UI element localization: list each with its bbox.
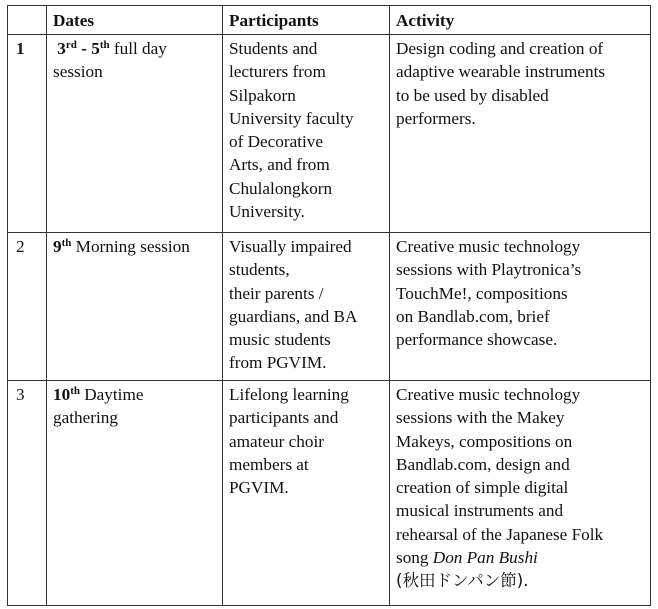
participants-line: Silpakorn bbox=[229, 85, 296, 105]
activity-line: Makeys, compositions on bbox=[396, 431, 573, 451]
table-header-row bbox=[8, 6, 651, 35]
row-number: 3 bbox=[8, 381, 47, 606]
activity-song-jp-line bbox=[396, 569, 644, 592]
activity-line: sessions with the Makey bbox=[396, 408, 565, 428]
row-participants bbox=[223, 35, 390, 233]
table-row bbox=[8, 381, 651, 606]
participants-line: University faculty bbox=[229, 108, 354, 128]
date-rest-line2: session bbox=[53, 62, 103, 82]
row-activity bbox=[390, 35, 651, 233]
table-row bbox=[8, 35, 651, 233]
activity-line: Design coding and creation of bbox=[396, 39, 604, 58]
activity-line: rehearsal of the Japanese Folk bbox=[396, 524, 604, 544]
participants-line: Arts, and from bbox=[229, 155, 330, 175]
date-suffix: th bbox=[61, 236, 72, 249]
participants-line: of Decorative bbox=[229, 132, 324, 152]
participants-line: music students bbox=[229, 330, 331, 350]
activity-line: performers. bbox=[396, 108, 476, 128]
row-participants bbox=[223, 233, 390, 381]
date-end-suffix: th bbox=[99, 38, 110, 51]
participants-line: participants and bbox=[229, 408, 339, 428]
date-rest-line2: gathering bbox=[53, 408, 118, 428]
participants-line: from PGVIM. bbox=[229, 353, 327, 373]
participants-line: University. bbox=[229, 202, 305, 222]
date-end-num: 5 bbox=[91, 39, 100, 58]
activity-line: creation of simple digital bbox=[396, 478, 569, 498]
header-activity: Activity bbox=[390, 6, 651, 35]
activity-line: to be used by disabled bbox=[396, 85, 549, 105]
activity-line: sessions with Playtronica’s bbox=[396, 260, 582, 280]
date-sep: - bbox=[76, 39, 92, 58]
participants-line: amateur choir bbox=[229, 431, 324, 451]
activity-line: adaptive wearable instruments bbox=[396, 62, 606, 82]
participants-line: students, bbox=[229, 260, 290, 280]
activity-line: Creative music technology bbox=[396, 237, 581, 256]
activity-song-line bbox=[396, 546, 644, 569]
schedule-table bbox=[7, 5, 651, 606]
row-date bbox=[47, 381, 223, 606]
row-date bbox=[47, 233, 223, 381]
song-title: Don Pan Bushi bbox=[432, 548, 538, 568]
song-prefix: song bbox=[396, 548, 433, 568]
row-activity bbox=[390, 233, 651, 381]
participants-line: members at bbox=[229, 454, 309, 474]
participants-line: Visually impaired bbox=[229, 237, 352, 256]
participants-line: lecturers from bbox=[229, 62, 326, 82]
song-japanese-title: 秋田ドンパン節 bbox=[402, 571, 517, 591]
participants-line: Students and bbox=[229, 39, 318, 58]
table-row bbox=[8, 233, 651, 381]
row-participants bbox=[223, 381, 390, 606]
date-start-suffix: rd bbox=[65, 38, 77, 51]
participants-line: guardians, and BA bbox=[229, 306, 358, 326]
activity-line: Bandlab.com, design and bbox=[396, 454, 570, 474]
header-dates: Dates bbox=[47, 6, 223, 35]
date-suffix: th bbox=[70, 384, 80, 397]
header-participants: Participants bbox=[223, 6, 390, 35]
participants-line: their parents / bbox=[229, 283, 324, 303]
date-start-num: 3 bbox=[57, 39, 66, 58]
activity-line: performance showcase. bbox=[396, 330, 558, 350]
row-number: 2 bbox=[8, 233, 47, 381]
row-number: 1 bbox=[8, 35, 47, 233]
date-rest: Morning session bbox=[71, 237, 190, 256]
song-close-paren: ). bbox=[516, 571, 529, 591]
song-open-paren: ( bbox=[396, 571, 403, 591]
activity-line: musical instruments and bbox=[396, 501, 564, 521]
row-date bbox=[47, 35, 223, 233]
participants-line: PGVIM. bbox=[229, 478, 289, 498]
activity-line: TouchMe!, compositions bbox=[396, 283, 568, 303]
activity-line: Creative music technology bbox=[396, 385, 581, 404]
date-rest-line1: Daytime bbox=[79, 385, 144, 404]
activity-line: on Bandlab.com, brief bbox=[396, 306, 550, 326]
date-num: 9 bbox=[53, 237, 62, 256]
participants-line: Lifelong learning bbox=[229, 385, 349, 404]
participants-line: Chulalongkorn bbox=[229, 178, 333, 198]
header-number bbox=[8, 6, 47, 35]
date-rest-line1: full day bbox=[109, 39, 167, 58]
date-num: 10 bbox=[53, 385, 71, 404]
row-activity bbox=[390, 381, 651, 606]
